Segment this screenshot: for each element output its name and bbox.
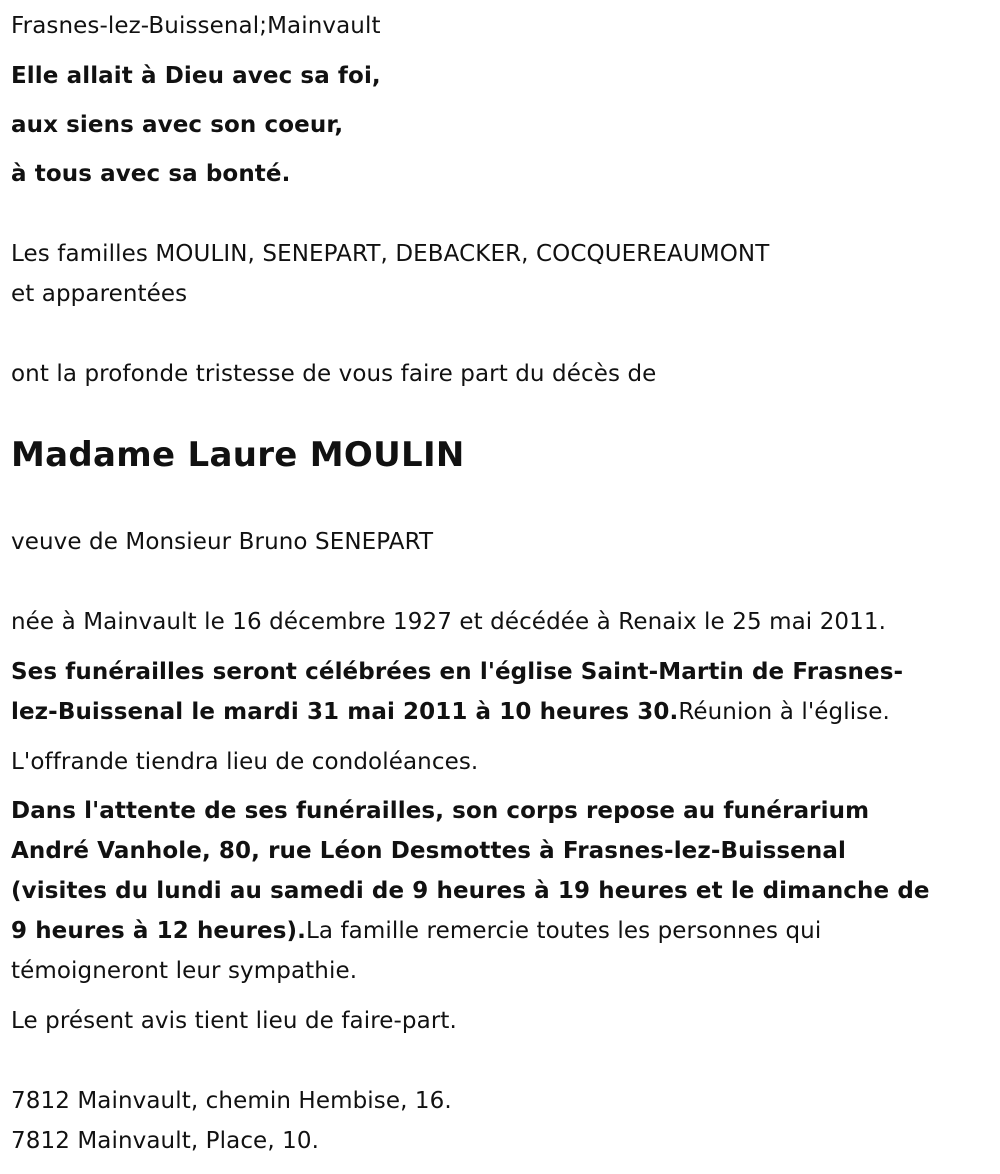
repose-line-5: témoigneront leur sympathie.: [11, 958, 358, 984]
announcement: ont la profonde tristesse de vous faire part du décès de: [11, 361, 657, 387]
funeral-line-2: [11, 697, 890, 727]
funeral-gathering: Réunion à l'église.: [678, 699, 890, 725]
repose-line-1: Dans l'attente de ses funérailles, son corps repose au funérarium: [11, 798, 870, 824]
families-line-1: Les familles MOULIN, SENEPART, DEBACKER, COCQUEREAUMONT: [11, 241, 770, 267]
thanks-text: La famille remercie toutes les personnes qui: [305, 918, 822, 944]
epitaph-line-1: Elle allait à Dieu avec sa foi,: [11, 63, 381, 89]
deceased-name: Madame Laure MOULIN: [11, 435, 465, 475]
faire-part-notice: Le présent avis tient lieu de faire-part.: [11, 1008, 457, 1034]
epitaph-line-3: à tous avec sa bonté.: [11, 161, 291, 187]
funeral-line-1: Ses funérailles seront célébrées en l'église Saint-Martin de Frasnes-: [11, 659, 904, 685]
visiting-hours-sunday: 9 heures à 12 heures).: [11, 918, 306, 944]
address-2: 7812 Mainvault, Place, 10.: [11, 1128, 320, 1154]
families-line-2: et apparentées: [11, 281, 188, 307]
header-places: Frasnes-lez-Buissenal;Mainvault: [11, 13, 381, 39]
deceased-spouse: veuve de Monsieur Bruno SENEPART: [11, 529, 434, 555]
repose-line-3: (visites du lundi au samedi de 9 heures à 19 heures et le dimanche de: [11, 878, 930, 904]
funeral-date-time: lez-Buissenal le mardi 31 mai 2011 à 10 heures 30.: [11, 699, 679, 725]
epitaph-line-2: aux siens avec son coeur,: [11, 112, 344, 138]
birth-death-dates: née à Mainvault le 16 décembre 1927 et décédée à Renaix le 25 mai 2011.: [11, 609, 887, 635]
repose-line-2: André Vanhole, 80, rue Léon Desmottes à Frasnes-lez-Buissenal: [11, 838, 846, 864]
offering-notice: L'offrande tiendra lieu de condoléances.: [11, 749, 479, 775]
address-1: 7812 Mainvault, chemin Hembise, 16.: [11, 1088, 452, 1114]
repose-line-4: [11, 916, 821, 946]
